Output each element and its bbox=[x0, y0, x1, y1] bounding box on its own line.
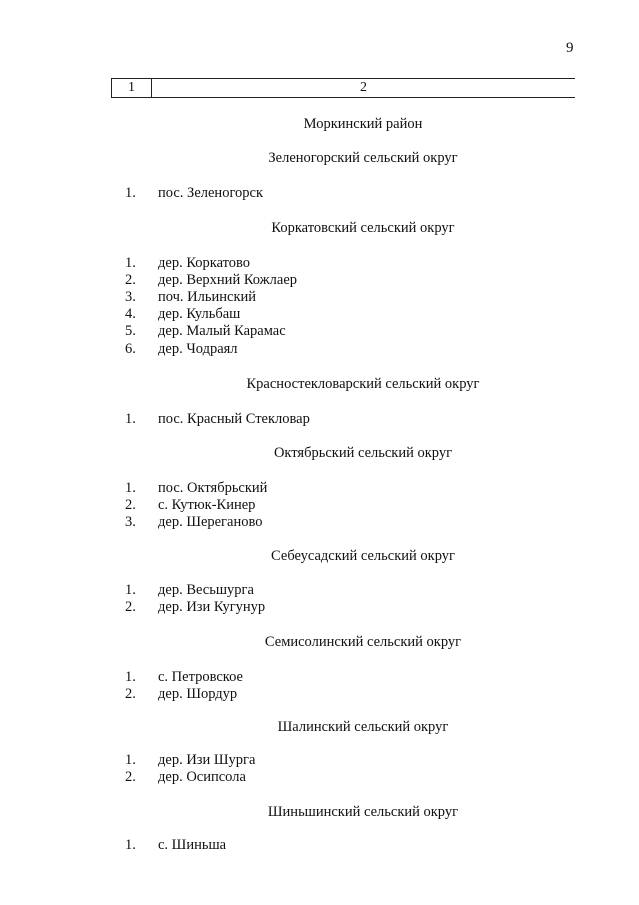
item-text: дер. Шордур bbox=[158, 686, 238, 702]
item-text: дер. Шереганово bbox=[158, 514, 263, 530]
item-text: дер. Малый Карамас bbox=[158, 323, 286, 339]
list-item bbox=[125, 323, 286, 340]
item-number: 3. bbox=[125, 514, 136, 530]
item-number: 4. bbox=[125, 306, 136, 322]
item-number: 1. bbox=[125, 185, 136, 201]
list-item bbox=[125, 411, 310, 428]
section-title: Красностекловарский сельский округ bbox=[246, 376, 480, 392]
list-item bbox=[125, 752, 255, 769]
list-item bbox=[125, 306, 240, 323]
item-number: 1. bbox=[125, 255, 136, 271]
item-text: дер. Чодраял bbox=[158, 341, 238, 357]
item-text: дер. Изи Шурга bbox=[158, 752, 256, 768]
item-number: 1. bbox=[125, 582, 136, 598]
item-text: дер. Верхний Кожлаер bbox=[158, 272, 298, 288]
item-text: пос. Зеленогорск bbox=[158, 185, 264, 201]
list-item bbox=[125, 769, 246, 786]
item-text: дер. Осипсола bbox=[158, 769, 246, 785]
item-text: с. Шиньша bbox=[158, 837, 227, 853]
list-item bbox=[125, 341, 238, 358]
section-title: Семисолинский сельский округ bbox=[264, 634, 462, 650]
item-text: с. Петровское bbox=[158, 669, 243, 685]
list-item bbox=[125, 255, 250, 272]
list-item bbox=[125, 272, 297, 289]
section-title: Шалинский сельский округ bbox=[277, 719, 449, 735]
item-text: дер. Кульбаш bbox=[158, 306, 241, 322]
list-item bbox=[125, 480, 267, 497]
item-number: 2. bbox=[125, 599, 136, 615]
section-title: Коркатовский сельский округ bbox=[271, 220, 455, 236]
item-number: 1. bbox=[125, 752, 136, 768]
item-text: дер. Коркатово bbox=[158, 255, 251, 271]
list-item bbox=[125, 669, 243, 686]
list-item bbox=[125, 514, 262, 531]
item-number: 1. bbox=[125, 411, 136, 427]
section-title: Шиньшинский сельский округ bbox=[267, 804, 459, 820]
item-number: 1. bbox=[125, 669, 136, 685]
section-title: Октябрьский сельский округ bbox=[273, 445, 453, 461]
item-text: дер. Изи Кугунур bbox=[158, 599, 266, 615]
section-title: Себеусадский сельский округ bbox=[271, 548, 455, 564]
item-number: 1. bbox=[125, 837, 136, 853]
list-item bbox=[125, 185, 263, 202]
list-item bbox=[125, 599, 265, 616]
table-header-col1: 1 bbox=[112, 79, 152, 97]
item-number: 6. bbox=[125, 341, 136, 357]
list-item bbox=[125, 582, 254, 599]
page-number: 9 bbox=[566, 40, 574, 56]
item-text: пос. Октябрьский bbox=[158, 480, 268, 496]
table-header-col2: 2 bbox=[360, 80, 367, 95]
list-item bbox=[125, 289, 256, 306]
item-number: 3. bbox=[125, 289, 136, 305]
list-item bbox=[125, 837, 226, 854]
item-text: дер. Весьшурга bbox=[158, 582, 254, 598]
section-title: Зеленогорский сельский округ bbox=[268, 150, 458, 166]
item-number: 5. bbox=[125, 323, 136, 339]
item-text: поч. Ильинский bbox=[158, 289, 257, 305]
list-item bbox=[125, 686, 237, 703]
table-header-row bbox=[111, 78, 575, 98]
item-number: 1. bbox=[125, 480, 136, 496]
item-number: 2. bbox=[125, 497, 136, 513]
item-number: 2. bbox=[125, 686, 136, 702]
item-text: с. Кутюк-Кинер bbox=[158, 497, 256, 513]
list-item bbox=[125, 497, 255, 514]
item-text: пос. Красный Стекловар bbox=[158, 411, 310, 427]
item-number: 2. bbox=[125, 272, 136, 288]
item-number: 2. bbox=[125, 769, 136, 785]
district-title: Моркинский район bbox=[303, 116, 423, 132]
